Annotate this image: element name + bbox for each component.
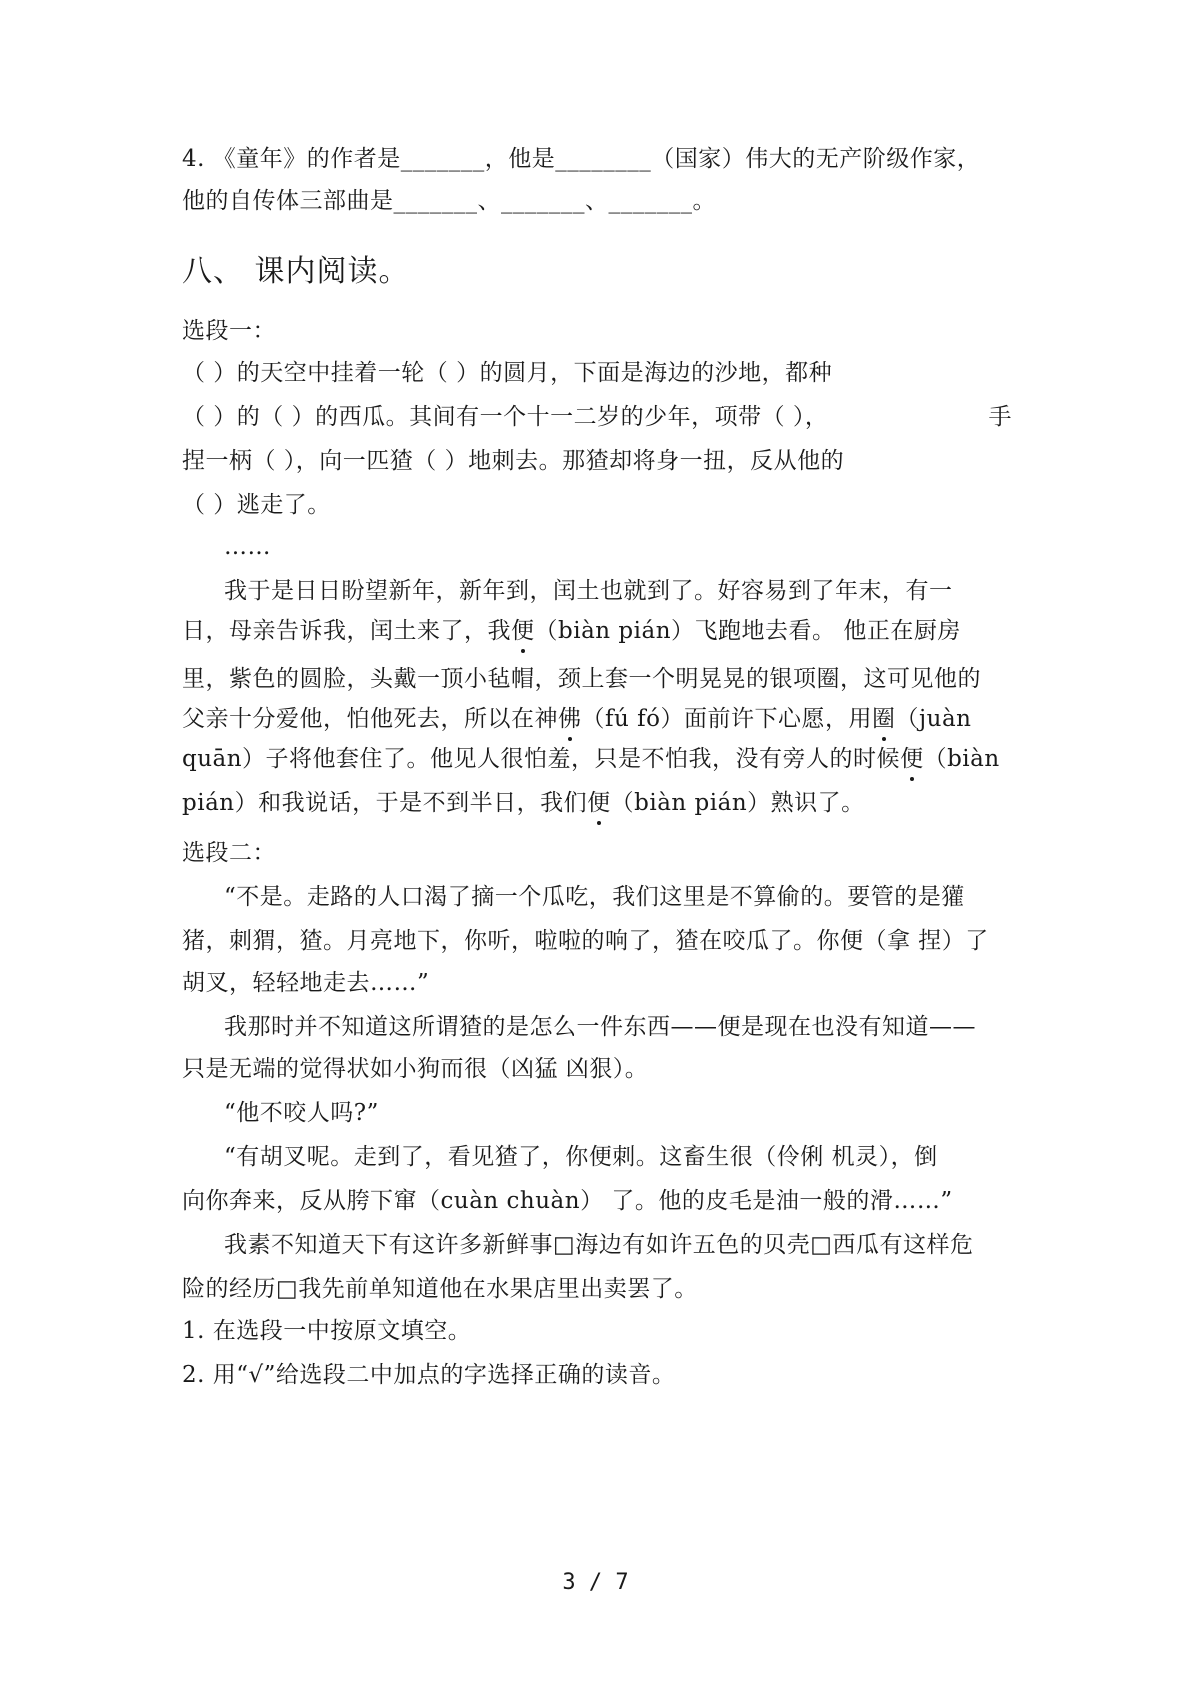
question-4-line-2: 他的自传体三部曲是_______、_______、_______。 bbox=[182, 188, 716, 214]
passage-1-line-2 bbox=[182, 402, 1012, 432]
question-4-line-1: 4. 《童年》的作者是_______，他是________（国家）伟大的无产阶级作家， bbox=[182, 146, 981, 172]
passage-2-line-8: 向你奔来，反从胯下窜（cuàn chuàn） 了。他的皮毛是油一般的滑……” bbox=[182, 1188, 953, 1214]
passage-1b-line-4-c: （juàn bbox=[895, 706, 972, 732]
passage-1-label: 选段一： bbox=[182, 318, 276, 344]
passage-1b-line-5-b: （biàn bbox=[923, 746, 1000, 772]
passage-2-line-7: “有胡叉呢。走到了，看见猹了，你便刺。这畜生很（伶俐 机灵），倒 bbox=[224, 1144, 938, 1170]
passage-2-line-1: “不是。走路的人口渴了摘一个瓜吃，我们这里是不算偷的。要管的是獾 bbox=[224, 884, 965, 910]
passage-1-line-1: （ ）的天空中挂着一轮（ ）的圆月，下面是海边的沙地，都种 bbox=[182, 360, 833, 386]
passage-1b-line-2 bbox=[182, 616, 1012, 646]
passage-2-line-3: 胡叉，轻轻地走去……” bbox=[182, 970, 430, 996]
passage-1b-line-5 bbox=[182, 744, 1012, 774]
task-1: 1. 在选段一中按原文填空。 bbox=[182, 1318, 472, 1344]
passage-1b-line-6-b: （biàn pián）熟识了。 bbox=[610, 790, 865, 816]
passage-2-line-6: “他不咬人吗?” bbox=[224, 1100, 379, 1126]
dotted-char: 便 bbox=[587, 790, 611, 816]
task-2: 2. 用“√”给选段二中加点的字选择正确的读音。 bbox=[182, 1362, 676, 1388]
dotted-char: 圈 bbox=[872, 706, 896, 732]
page-number: 3 / 7 bbox=[562, 1570, 629, 1595]
passage-1b-line-2-a: 日，母亲告诉我，闰土来了，我 bbox=[182, 618, 511, 644]
passage-1-line-2-text: （ ）的（ ）的西瓜。其间有一个十一二岁的少年，项带（ ）， bbox=[182, 404, 829, 430]
passage-1b-line-4 bbox=[182, 704, 1012, 734]
passage-2-line-9: 我素不知道天下有这许多新鲜事□海边有如许五色的贝壳□西瓜有这样危 bbox=[224, 1232, 974, 1258]
dotted-char: 便 bbox=[900, 746, 924, 772]
passage-1b-line-3: 里，紫色的圆脸，头戴一顶小毡帽，颈上套一个明晃晃的银项圈，这可见他的 bbox=[182, 666, 981, 692]
passage-2-line-5: 只是无端的觉得状如小狗而很（凶猛 凶狠）。 bbox=[182, 1056, 649, 1082]
passage-1-line-2-end: 手 bbox=[988, 404, 1012, 430]
passage-1-line-4: （ ）逃走了。 bbox=[182, 492, 331, 518]
passage-1-line-3: 捏一柄（ ），向一匹猹（ ）地刺去。那猹却将身一扭，反从他的 bbox=[182, 448, 845, 474]
passage-1b-line-2-b: （biàn pián）飞跑地去看。 他正在厨房 bbox=[534, 618, 961, 644]
section-heading: 八、 课内阅读。 bbox=[182, 254, 410, 289]
dotted-char: 佛 bbox=[558, 706, 582, 732]
passage-1b-line-5-a: quān）子将他套住了。他见人很怕羞，只是不怕我，没有旁人的时候 bbox=[182, 746, 901, 772]
passage-ellipsis: …… bbox=[224, 534, 271, 560]
passage-1b-line-6-a: pián）和我说话，于是不到半日，我们 bbox=[182, 790, 588, 816]
passage-2-label: 选段二： bbox=[182, 840, 276, 866]
passage-2-line-2: 猪，刺猬，猹。月亮地下，你听，啦啦的响了，猹在咬瓜了。你便（拿 捏）了 bbox=[182, 928, 989, 954]
passage-1b-line-4-a: 父亲十分爱他，怕他死去，所以在神 bbox=[182, 706, 558, 732]
passage-1b-line-6 bbox=[182, 788, 1012, 818]
dotted-char: 便 bbox=[511, 618, 535, 644]
passage-1b-line-4-b: （fú fó）面前许下心愿，用 bbox=[581, 706, 872, 732]
passage-2-line-4: 我那时并不知道这所谓猹的是怎么一件东西——便是现在也没有知道—— bbox=[224, 1014, 976, 1040]
passage-1b-line-1: 我于是日日盼望新年，新年到，闰土也就到了。好容易到了年末，有一 bbox=[224, 578, 953, 604]
passage-2-line-10: 险的经历□我先前单知道他在水果店里出卖罢了。 bbox=[182, 1276, 698, 1302]
